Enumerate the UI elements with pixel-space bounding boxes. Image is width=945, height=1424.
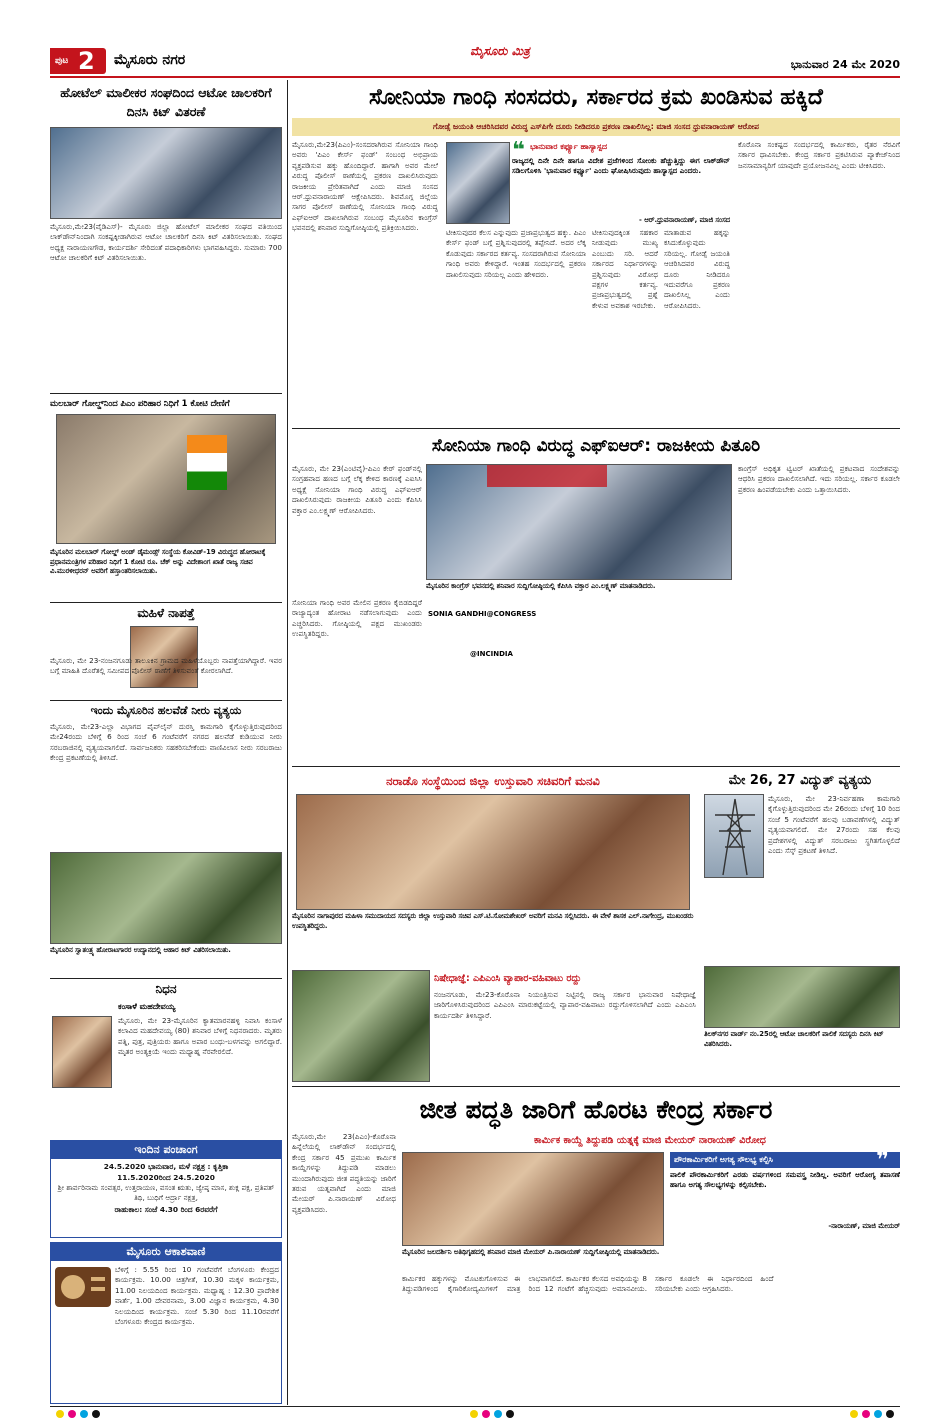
divider [292,766,900,767]
jeetha-quote-bar [670,1152,900,1168]
malabar-headline: ಮಲಬಾರ್ ಗೋಲ್ಡ್‌ನಿಂದ ಪಿಎಂ ಪರಿಹಾರ ನಿಧಿಗೆ 1 ಕೋಟಿ ದೇಣಿಗೆ [50,398,230,408]
registration-dot [874,1410,882,1418]
fir-caption: ಮೈಸೂರಿನ ಕಾಂಗ್ರೆಸ್ ಭವನದಲ್ಲಿ ಶನಿವಾರ ಸುದ್ದಿಗೋಷ್ಠಿಯಲ್ಲಿ ಕೆಪಿಸಿಸಿ ವಕ್ತಾರ ಎಂ.ಲಕ್ಷ್ಮಣ್ ಮಾತನಾಡಿದರು. [426,582,656,590]
divider [292,428,900,429]
panchanga-box [50,1140,282,1238]
registration-dot [92,1410,100,1418]
radio-headline: ಮೈಸೂರು ಆಕಾಶವಾಣಿ [51,1243,281,1261]
divider [50,978,282,979]
radio-box [50,1242,282,1404]
jeetha-caption: ಮೈಸೂರಿನ ಜಲದರ್ಶಿನಿ ಅತಿಥಿಗೃಹದಲ್ಲಿ ಶನಿವಾರ ಮಾಜಿ ಮೇಯರ್ ಪಿ.ನಾರಾಯಣ್ ಸುದ್ದಿಗೋಷ್ಠಿಯಲ್ಲಿ ಮಾತನಾಡಿದರು. [402,1248,660,1256]
malabar-caption: ಮೈಸೂರಿನ ಮಲಬಾರ್ ಗೋಲ್ಡ್ ಅಂಡ್ ಡೈಮಂಡ್ಸ್ ಸಂಸ್ಥೆಯ ಕೋವಿಡ್-19 ವಿರುದ್ಧದ ಹೋರಾಟಕ್ಕೆ ಪ್ರಧಾನಮಂತ್ರಿಗಳ ಪರಿಹಾರ ನಿಧಿಗೆ 1 ಕೋಟಿ ರೂ. ಚೆಕ್ ಅನ್ನು ವಿದೇಶಾಂಗ ಖಾತೆ ರಾಜ್ಯ ಸಚಿವ ವಿ.ಮುರಳೀಧರನ್ ಅವರಿಗೆ ಹಸ್ತಾಂತರಿಸಲಾಯಿತು. [50,548,266,576]
lead-body-col2: ಟೀಕಿಸುವುದರ ಕೆಲಸ ಎನ್ನುವುದು ಪ್ರಜಾಪ್ರಭುತ್ವದ ಹಕ್ಕು. ಪಿಎಂ ಕೇರ್ಸ್ ಫಂಡ್ ಬಗ್ಗೆ ಪ್ರಶ್ನಿಸುವುದರಲ್ಲಿ ತಪ್ಪೇನಿದೆ. ಅದರ ಲೆಕ್ಕ ಕೊಡುವುದು ಸರ್ಕಾರದ ಕರ್ತವ್ಯ. ಸಂಸದರಾಗಿರುವ ಸೋನಿಯಾ ಗಾಂಧಿ ಅವರು ಕೇಳಿದ್ದಾರೆ. ಇಂತಹ ಸಂದರ್ಭದಲ್ಲಿ ಪ್ರಕರಣ ದಾಖಲಿಸುವುದು ಸರಿಯಲ್ಲ ಎಂದು ಹೇಳಿದರು. [446,228,586,279]
apmc-headline: ನಿಷೇಧಾಜ್ಞೆ: ಎಪಿಎಂಸಿ ವ್ಯಾಪಾರ-ವಹಿವಾಟು ರದ್ದು [434,973,582,984]
fir-col-a [292,598,422,764]
jeetha-quote-author: -ನಾರಾಯಣ್, ಮಾಜಿ ಮೇಯರ್ [828,1222,900,1230]
bottom-rule [50,1406,900,1407]
minister-photo [296,794,690,910]
page-label: ಪುಟ [55,56,69,66]
obituary-name: ಕಂಸಾಳೆ ಮಹದೇವಯ್ಯ [118,1002,176,1011]
malabar-photo [56,414,276,544]
page-number: 2 [78,48,95,74]
masthead-rule [50,76,900,78]
section-name: ಮೈಸೂರು ನಗರ [114,52,186,68]
pylon-photo [704,794,764,878]
column-divider [287,80,288,1405]
fir-headline: ಸೋನಿಯಾ ಗಾಂಧಿ ವಿರುದ್ಧ ಎಫ್‌ಐಆರ್: ರಾಜಕೀಯ ಪಿತೂರಿ [431,436,761,456]
panchanga-headline: ಇಂದಿನ ಪಂಚಾಂಗ [51,1141,281,1159]
obituary-headline: ನಿಧನ [155,982,177,996]
jeetha-body-bottom: ಕಾರ್ಮಿಕರ ಹಕ್ಕುಗಳನ್ನು ಮೊಟಕುಗೊಳಿಸುವ ಈ ತಿದ್ದುಪಡಿಗಳಿಂದ ಕೈಗಾರಿಕೋದ್ಯಮಿಗಳಿಗೆ ಮಾತ್ರ ಲಾಭವಾಗಲಿದೆ. ಕಾರ್ಮಿಕರ ಕೆಲಸದ ಅವಧಿಯನ್ನು 8 ರಿಂದ 12 ಗಂಟೆಗೆ ಹೆಚ್ಚಿಸುವುದು ಅಮಾನವೀಯ. ಸರ್ಕಾರ ಕೂಡಲೇ ಈ ನಿರ್ಧಾರದಿಂದ ಹಿಂದೆ ಸರಿಯಬೇಕು ಎಂದು ಆಗ್ರಹಿಸಿದರು. [402,1274,774,1294]
registration-dot [56,1410,64,1418]
issue-date: ಭಾನುವಾರ 24 ಮೇ 2020 [790,58,900,71]
radio-body: ಬೆಳಿಗ್ಗೆ : 5.55 ರಿಂದ 10 ಗಂಟೆವರೆಗೆ ಬೆಂಗಳೂರು ಕೇಂದ್ರದ ಕಾರ್ಯಕ್ರಮ. 10.00 ಚಿತ್ರಗೀತೆ, 10.30 ಮಕ್ಕಳ ಕಾರ್ಯಕ್ರಮ, 11.00 ನಿಲಯದಿಂದ ಕಾರ್ಯಕ್ರಮ. ಮಧ್ಯಾಹ್ನ : 12.30 ಪ್ರಾದೇಶಿಕ ವಾರ್ತೆ, 1.00 ದೇವರನಾಮ, 3.00 ವಿಜ್ಞಾನ ಕಾರ್ಯಕ್ರಮ, 4.30 ನಿಲಯದಿಂದ ಕಾರ್ಯಕ್ರಮ. ಸಂಜೆ 5.30 ರಿಂದ 11.10ರವರೆಗೆ ಬೆಂಗಳೂರು ಕೇಂದ್ರದ ಕಾರ್ಯಕ್ರಮ. [115,1265,279,1327]
lead-quote-text: ರಾಜ್ಯದಲ್ಲಿ ದಿನೇ ದಿನೇ ಹಾಗೂ ವಿದೇಶ ಪ್ರಜೆಗಳಿಂದ ಸೋಂಕು ಹೆಚ್ಚುತ್ತಿದ್ದು ಈಗ ಲಾಕ್‌ಡೌನ್ ಸಡಿಲಗೊಳಿಸಿ 'ಭಾನುವಾರ ಕರ್ಫ್ಯೂ' ಎಂದು ಘೋಷಿಸಿರುವುದು ಹಾಸ್ಯಾಸ್ಪದ ಎಂದರು. [512,156,730,176]
registration-dot [494,1410,502,1418]
lead-body-col5: ಕೊರೊನಾ ಸಂಕಷ್ಟದ ಸಂದರ್ಭದಲ್ಲಿ ಕಾರ್ಮಿಕರು, ರೈತರ ನೆರವಿಗೆ ಸರ್ಕಾರ ಧಾವಿಸಬೇಕು. ಕೇಂದ್ರ ಸರ್ಕಾರ ಪ್ರಕಟಿಸಿರುವ ಪ್ಯಾಕೇಜ್‌ನಿಂದ ಜನಸಾಮಾನ್ಯರಿಗೆ ಯಾವುದೇ ಪ್ರಯೋಜನವಿಲ್ಲ ಎಂದು ಟೀಕಿಸಿದರು. [738,140,900,170]
politician-photo [446,142,510,224]
registration-dot [886,1410,894,1418]
power-caption: ತಿಲಕ್‌ನಗರ ವಾರ್ಡ್ ನಂ.25ರಲ್ಲಿ ಆಟೋ ಚಾಲಕರಿಗೆ ಪಾಲಿಕೆ ಸದಸ್ಯರು ದಿನಸಿ ಕಿಟ್ ವಿತರಿಸಿದರು. [704,1030,884,1048]
panchanga-line1: 24.5.2020 ಭಾನುವಾರ, ಮಳೆ ನಕ್ಷತ್ರ : ಕೃತ್ತಿಕಾ [103,1162,229,1171]
hotel-body: ಮೈಸೂರು,ಮೇ23(ವೈಡಿಎಸ್)- ಮೈಸೂರು ಜಿಲ್ಲಾ ಹೋಟೆಲ್ ಮಾಲೀಕರ ಸಂಘದ ವತಿಯಿಂದ ಲಾಕ್‌ಡೌನ್‌ನಿಂದಾಗಿ ಸಂಕಷ್ಟಕ್ಕೀಡಾಗಿರುವ ಆಟೋ ಚಾಲಕರಿಗೆ ದಿನಸಿ ಕಿಟ್ ವಿತರಿಸಲಾಯಿತು. ಸಂಘದ ಅಧ್ಯಕ್ಷ ನಾರಾಯಣಗೌಡ, ಕಾರ್ಯದರ್ಶಿ ಸೇರಿದಂತೆ ಪದಾಧಿಕಾರಿಗಳು ಭಾಗವಹಿಸಿದ್ದರು. ಸುಮಾರು 700 ಆಟೋ ಚಾಲಕರಿಗೆ ಕಿಟ್ ವಿತರಿಸಲಾಯಿತು. [50,222,282,263]
registration-dot [506,1410,514,1418]
jeetha-quote-text: ಪಾಲಿಕೆ ಪೌರಕಾರ್ಮಿಕರಿಗೆ ಎರಡು ವರ್ಷಗಳಿಂದ ಸಮವಸ್ತ್ರ ನೀಡಿಲ್ಲ. ಅವರಿಗೆ ಆರೋಗ್ಯ ತಪಾಸಣೆ ಹಾಗೂ ಅಗತ್ಯ ಸೌಲಭ್ಯಗಳನ್ನು ಕಲ್ಪಿಸಬೇಕು. [670,1170,900,1190]
fir-body-right: ಕಾಂಗ್ರೆಸ್ ಅಧಿಕೃತ ಟ್ವಿಟರ್ ಖಾತೆಯಲ್ಲಿ ಪ್ರಕಟವಾದ ಸಂದೇಶವನ್ನು ಆಧರಿಸಿ ಪ್ರಕರಣ ದಾಖಲಿಸಲಾಗಿದೆ. ಇದು ಸರಿಯಲ್ಲ. ಸರ್ಕಾರ ಕೂಡಲೇ ಪ್ರಕರಣ ಹಿಂಪಡೆಯಬೇಕು ಎಂದು ಒತ್ತಾಯಿಸಿದರು. [738,464,900,494]
apmc-body: ನಂಜನಗೂಡು, ಮೇ23-ಕೊರೊನಾ ನಿಯಂತ್ರಿಸುವ ನಿಟ್ಟಿನಲ್ಲಿ ರಾಜ್ಯ ಸರ್ಕಾರ ಭಾನುವಾರ ನಿಷೇಧಾಜ್ಞೆ ಜಾರಿಗೊಳಿಸಿರುವುದರಿಂದ ಎಪಿಎಂಸಿ ಮಾರುಕಟ್ಟೆಯಲ್ಲಿ ವ್ಯಾಪಾರ-ವಹಿವಾಟು ರದ್ದುಗೊಳಿಸಲಾಗಿದೆ ಎಂದು ಎಪಿಎಂಸಿ ಕಾರ್ಯದರ್ಶಿ ತಿಳಿಸಿದ್ದಾರೆ. [434,990,696,1020]
registration-dot [80,1410,88,1418]
fir-body-left: ಮೈಸೂರು, ಮೇ 23(ಎಂಟಿವೈ)-ಪಿಎಂ ಕೇರ್ ಫಂಡ್‌ನಲ್ಲಿ ಸಂಗ್ರಹವಾದ ಹಣದ ಬಗ್ಗೆ ಲೆಕ್ಕ ಕೇಳಿದ ಕಾರಣಕ್ಕೆ ಎಐಸಿಸಿ ಅಧ್ಯಕ್ಷೆ ಸೋನಿಯಾ ಗಾಂಧಿ ವಿರುದ್ಧ ಎಫ್‌ಐಆರ್ ದಾಖಲಿಸಿರುವುದು ರಾಜಕೀಯ ಪಿತೂರಿ ಎಂದು ಕೆಪಿಸಿಸಿ ವಕ್ತಾರ ಎಂ.ಲಕ್ಷ್ಮಣ್ ಆರೋಪಿಸಿದರು. [292,464,422,515]
hotel-photo [50,127,282,219]
divider [50,602,282,603]
missing-body: ಮೈಸೂರು, ಮೇ 23-ನಂಜನಗೂಡು ತಾಲೂಕಿನ ಗ್ರಾಮದ ಮಹಿಳೆಯೊಬ್ಬರು ನಾಪತ್ತೆಯಾಗಿದ್ದಾರೆ. ಇವರ ಬಗ್ಗೆ ಮಾಹಿತಿ ದೊರೆತಲ್ಲಿ ಸಮೀಪದ ಪೊಲೀಸ್ ಠಾಣೆಗೆ ತಿಳಿಸುವಂತೆ ಕೋರಲಾಗಿದೆ. [50,656,282,676]
registration-dot [68,1410,76,1418]
missing-headline: ಮಹಿಳೆ ನಾಪತ್ತೆ [137,606,195,620]
power-photo [704,966,900,1028]
paper-name: ಮೈಸೂರು ಮಿತ್ರ [470,44,530,58]
panchanga-line2: 11.5.2020ರಿಂದ 24.5.2020 [117,1173,215,1182]
lead-headline: ಸೋನಿಯಾ ಗಾಂಧಿ ಸಂಸದರು, ಸರ್ಕಾರದ ಕ್ರಮ ಖಂಡಿಸುವ ಹಕ್ಕಿದೆ [369,85,823,110]
jeetha-headline: ಜೀತ ಪದ್ಧತಿ ಜಾರಿಗೆ ಹೊರಟ ಕೇಂದ್ರ ಸರ್ಕಾರ [419,1095,773,1124]
panchanga-body: ಶ್ರೀ ಶಾರ್ವರಿನಾಮ ಸಂವತ್ಸರ, ಉತ್ತರಾಯಣ, ವಸಂತ ಋತು, ಜ್ಯೇಷ್ಠ ಮಾಸ, ಶುಕ್ಲ ಪಕ್ಷ, ಪ್ರತಿಪತ್ ತಿಥಿ, ಬುಧಿಗೆ ಆರ್ದ್ರಾ ನಕ್ಷತ್ರ, [57,1183,275,1203]
water-body: ಮೈಸೂರು, ಮೇ23-ಎಲ್ಲಾ ವಿಭಾಗದ ಪೈಪ್‌ಲೈನ್ ದುರಸ್ತಿ ಕಾಮಗಾರಿ ಕೈಗೊಳ್ಳುತ್ತಿರುವುದರಿಂದ ಮೇ24ರಂದು ಬೆಳಿಗ್ಗೆ 6 ರಿಂದ ಸಂಜೆ 6 ಗಂಟೆವರೆಗೆ ನಗರದ ಹಲವೆಡೆ ಕುಡಿಯುವ ನೀರು ಸರಬರಾಜಿನಲ್ಲಿ ವ್ಯತ್ಯಯವಾಗಲಿದೆ. ಸಾರ್ವಜನಿಕರು ಸಹಕರಿಸಬೇಕೆಂದು ವಾಣಿವಿಲಾಸ ನೀರು ಸರಬರಾಜು ಕೇಂದ್ರ ಪ್ರಕಟಣೆಯಲ್ಲಿ ತಿಳಿಸಿದೆ. [50,722,282,763]
water-caption: ಮೈಸೂರಿನ ಸ್ವಾತಂತ್ರ್ಯ ಹೋರಾಟಗಾರರ ಉದ್ಯಾನದಲ್ಲಿ ಆಹಾರ ಕಿಟ್ ವಿತರಿಸಲಾಯಿತು. [50,946,231,954]
minister-headline: ನರಾಡೊ ಸಂಸ್ಥೆಯಿಂದ ಜಿಲ್ಲಾ ಉಸ್ತುವಾರಿ ಸಚಿವರಿಗೆ ಮನವಿ [386,774,600,788]
registration-dot [850,1410,858,1418]
power-headline: ಮೇ 26, 27 ವಿದ್ಯುತ್ ವ್ಯತ್ಯಯ [728,773,872,788]
lead-subhead: ಗೋಡ್ಸೆ ಜಯಂತಿ ಆಚರಿಸಿದವರ ವಿರುದ್ಧ ಎಸ್‌ಪಿಗೇ ದೂರು ನೀಡಿದರೂ ಪ್ರಕರಣ ದಾಖಲಿಸಿಲ್ಲ: ಮಾಜಿ ಸಂಸದ ಧ್ರುವನಾರಾಯಣ್ ಆರೋಪ [433,122,759,131]
twitter-handle-1: SONIA GANDHI@CONGRESS [428,610,537,618]
registration-dot [470,1410,478,1418]
jeetha-body-left: ಮೈಸೂರು,ಮೇ 23(ಪಿಎಂ)-ಕೊರೊನಾ ಹಿನ್ನೆಲೆಯಲ್ಲಿ ಲಾಕ್‌ಡೌನ್ ಸಂದರ್ಭದಲ್ಲಿ ಕೇಂದ್ರ ಸರ್ಕಾರ 45 ಪ್ರಮುಖ ಕಾರ್ಮಿಕ ಕಾಯ್ದೆಗಳನ್ನು ತಿದ್ದುಪಡಿ ಮಾಡಲು ಮುಂದಾಗಿರುವುದು ಜೀತ ಪದ್ಧತಿಯನ್ನು ಜಾರಿಗೆ ತರುವ ಯತ್ನವಾಗಿದೆ ಎಂದು ಮಾಜಿ ಮೇಯರ್ ಪಿ.ನಾರಾಯಣ್ ವಿರೋಧ ವ್ಯಕ್ತಪಡಿಸಿದರು. [292,1132,396,1214]
lead-body-col4: ಮಾತಾಡುವ ಹಕ್ಕನ್ನು ಕಸಿದುಕೊಳ್ಳುವುದು ಸರಿಯಲ್ಲ. ಗೋಡ್ಸೆ ಜಯಂತಿ ಆಚರಿಸಿದವರ ವಿರುದ್ಧ ದೂರು ನೀಡಿದರೂ ಇದುವರೆಗೂ ಪ್ರಕರಣ ದಾಖಲಿಸಿಲ್ಲ ಎಂದು ಆರೋಪಿಸಿದರು. [664,228,730,310]
page-number-box [50,48,106,74]
fir-body-bottom: ಸೋನಿಯಾ ಗಾಂಧಿ ಅವರ ಮೇಲಿನ ಪ್ರಕರಣ ಕೈಬಿಡದಿದ್ದರೆ ರಾಜ್ಯಾದ್ಯಂತ ಹೋರಾಟ ನಡೆಸಲಾಗುವುದು ಎಂದು ಎಚ್ಚರಿಸಿದರು. ಗೋಷ್ಠಿಯಲ್ಲಿ ಪಕ್ಷದ ಮುಖಂಡರು ಉಪಸ್ಥಿತರಿದ್ದರು. [292,598,422,639]
lead-quote-label: ಭಾನುವಾರ ಕರ್ಫ್ಯೂ ಹಾಸ್ಯಾಸ್ಪದ [530,142,608,151]
jeetha-quote-label: ಪೌರಕಾರ್ಮಿಕರಿಗೆ ಅಗತ್ಯ ಸೌಲಭ್ಯ ಕಲ್ಪಿಸಿ [674,1155,773,1164]
divider [50,700,282,701]
jeetha-photo [402,1152,664,1246]
water-headline: ಇಂದು ಮೈಸೂರಿನ ಹಲವೆಡೆ ನೀರು ವ್ಯತ್ಯಯ [90,704,242,717]
radio-icon [55,1267,111,1307]
power-body: ಮೈಸೂರು, ಮೇ 23-ನಿರ್ವಹಣಾ ಕಾಮಗಾರಿ ಕೈಗೊಳ್ಳುತ್ತಿರುವುದರಿಂದ ಮೇ 26ರಂದು ಬೆಳಿಗ್ಗೆ 10 ರಿಂದ ಸಂಜೆ 5 ಗಂಟೆವರೆಗೆ ಹಲವು ಬಡಾವಣೆಗಳಲ್ಲಿ ವಿದ್ಯುತ್ ವ್ಯತ್ಯಯವಾಗಲಿದೆ. ಮೇ 27ರಂದು ಸಹ ಕೆಲವು ಪ್ರದೇಶಗಳಲ್ಲಿ ವಿದ್ಯುತ್ ಸರಬರಾಜು ಸ್ಥಗಿತಗೊಳ್ಳಲಿದೆ ಎಂದು ಸೆಸ್ಕ್ ಪ್ರಕಟಣೆ ತಿಳಿಸಿದೆ. [768,794,900,856]
panchanga-rahu: ರಾಹುಕಾಲ: ಸಂಜೆ 4.30 ರಿಂದ 6ರವರೆಗೆ [114,1204,218,1214]
obituary-photo [52,1016,112,1088]
minister-caption: ಮೈಸೂರಿನ ನಾಗಾಪುರದ ಮಹಿಳಾ ಸಮುದಾಯದ ಸದಸ್ಯರು ಜಿಲ್ಲಾ ಉಸ್ತುವಾರಿ ಸಚಿವ ಎಸ್.ಟಿ.ಸೋಮಶೇಖರ್ ಅವರಿಗೆ ಮನವಿ ಸಲ್ಲಿಸಿದರು. ಈ ವೇಳೆ ಶಾಸಕ ಎಲ್.ನಾಗೇಂದ್ರ, ಮುಖಂಡರು ಉಪಸ್ಥಿತರಿದ್ದರು. [292,912,694,930]
lead-body-col3: ಟೀಕಿಸುವುದಕ್ಕಿಂತ ಸಹಕಾರ ನೀಡುವುದು ಮುಖ್ಯ ಎಂಬುದು ಸರಿ. ಆದರೆ ಸರ್ಕಾರದ ನಿರ್ಧಾರಗಳನ್ನು ಪ್ರಶ್ನಿಸುವುದು ವಿರೋಧ ಪಕ್ಷಗಳ ಕರ್ತವ್ಯ. ಪ್ರಜಾಪ್ರಭುತ್ವದಲ್ಲಿ ಪ್ರಶ್ನೆ ಕೇಳುವ ಅವಕಾಶ ಇರಬೇಕು. [592,228,658,310]
lead-quote-author: - ಆರ್.ಧ್ರುವನಾರಾಯಣ್, ಮಾಜಿ ಸಂಸದ [639,216,730,224]
fir-photo [426,464,732,580]
registration-dot [482,1410,490,1418]
registration-dot [862,1410,870,1418]
divider [50,393,282,394]
divider [292,1086,900,1087]
hotel-headline: ಹೋಟೆಲ್ ಮಾಲೀಕರ ಸಂಘದಿಂದ ಆಟೋ ಚಾಲಕರಿಗೆ ದಿನಸಿ ಕಿಟ್ ವಿತರಣೆ [60,85,272,119]
jeetha-subhead: ಕಾರ್ಮಿಕ ಕಾಯ್ದೆ ತಿದ್ದುಪಡಿ ಯತ್ನಕ್ಕೆ ಮಾಜಿ ಮೇಯರ್ ನಾರಾಯಣ್ ವಿರೋಧ [533,1135,767,1146]
lead-subhead-bar [292,118,900,136]
quote-mark-icon: ❞ [876,1150,889,1170]
water-photo [50,852,282,944]
pylon-icon [705,795,764,878]
twitter-handle-2: @INCINDIA [470,650,513,658]
flag [187,435,227,490]
apmc-photo-frame [292,970,430,1082]
lead-body-col1: ಮೈಸೂರು,ಮೇ23(ಪಿಎಂ)-ಸಂಸದರಾಗಿರುವ ಸೋನಿಯಾ ಗಾಂಧಿ ಅವರು 'ಪಿಎಂ ಕೇರ್ಸ್ ಫಂಡ್' ಸಂಬಂಧ ಅಭಿಪ್ರಾಯ ವ್ಯಕ್ತಪಡಿಸುವ ಹಕ್ಕು ಹೊಂದಿದ್ದಾರೆ. ಹಾಗಾಗಿ ಅವರ ಮೇಲೆ ವಿರುದ್ಧ ಪೊಲೀಸ್ ಠಾಣೆಯಲ್ಲಿ ಪ್ರಕರಣ ದಾಖಲಿಸಿರುವುದು ರಾಜಕೀಯ ಪ್ರೇರಿತವಾಗಿದೆ ಎಂದು ಮಾಜಿ ಸಂಸದ ಆರ್.ಧ್ರುವನಾರಾಯಣ್ ಆಕ್ಷೇಪಿಸಿದರು. ಶಿವಮೊಗ್ಗ ಜಿಲ್ಲೆಯ ಸಾಗರ ಪೊಲೀಸ್ ಠಾಣೆಯಲ್ಲಿ ಸೋನಿಯಾ ಗಾಂಧಿ ವಿರುದ್ಧ ಎಫ್‌ಐಆರ್ ದಾಖಲಾಗಿರುವ ಸಂಬಂಧ ಮೈಸೂರಿನ ಕಾಂಗ್ರೆಸ್ ಭವನದಲ್ಲಿ ಶನಿವಾರ ಸುದ್ದಿಗೋಷ್ಠಿಯಲ್ಲಿ ಪ್ರತಿಕ್ರಿಯಿಸಿದರು. [292,140,438,233]
obituary-body: ಮೈಸೂರು, ಮೇ 23-ಮೈಸೂರಿನ ಕ್ಯಾತಮಾರನಹಳ್ಳಿ ನಿವಾಸಿ ಕಂಸಾಳೆ ಕಲಾವಿದ ಮಹದೇವಯ್ಯ (80) ಶನಿವಾರ ಬೆಳಿಗ್ಗೆ ನಿಧನರಾದರು. ಮೃತರು ಪತ್ನಿ, ಪುತ್ರ, ಪುತ್ರಿಯರು ಹಾಗೂ ಅಪಾರ ಬಂಧು-ಬಳಗವನ್ನು ಅಗಲಿದ್ದಾರೆ. ಮೃತರ ಅಂತ್ಯಕ್ರಿಯೆ ಇಂದು ಮಧ್ಯಾಹ್ನ ನೆರವೇರಲಿದೆ. [118,1016,282,1057]
quote-mark-icon: ❝ [512,140,525,160]
